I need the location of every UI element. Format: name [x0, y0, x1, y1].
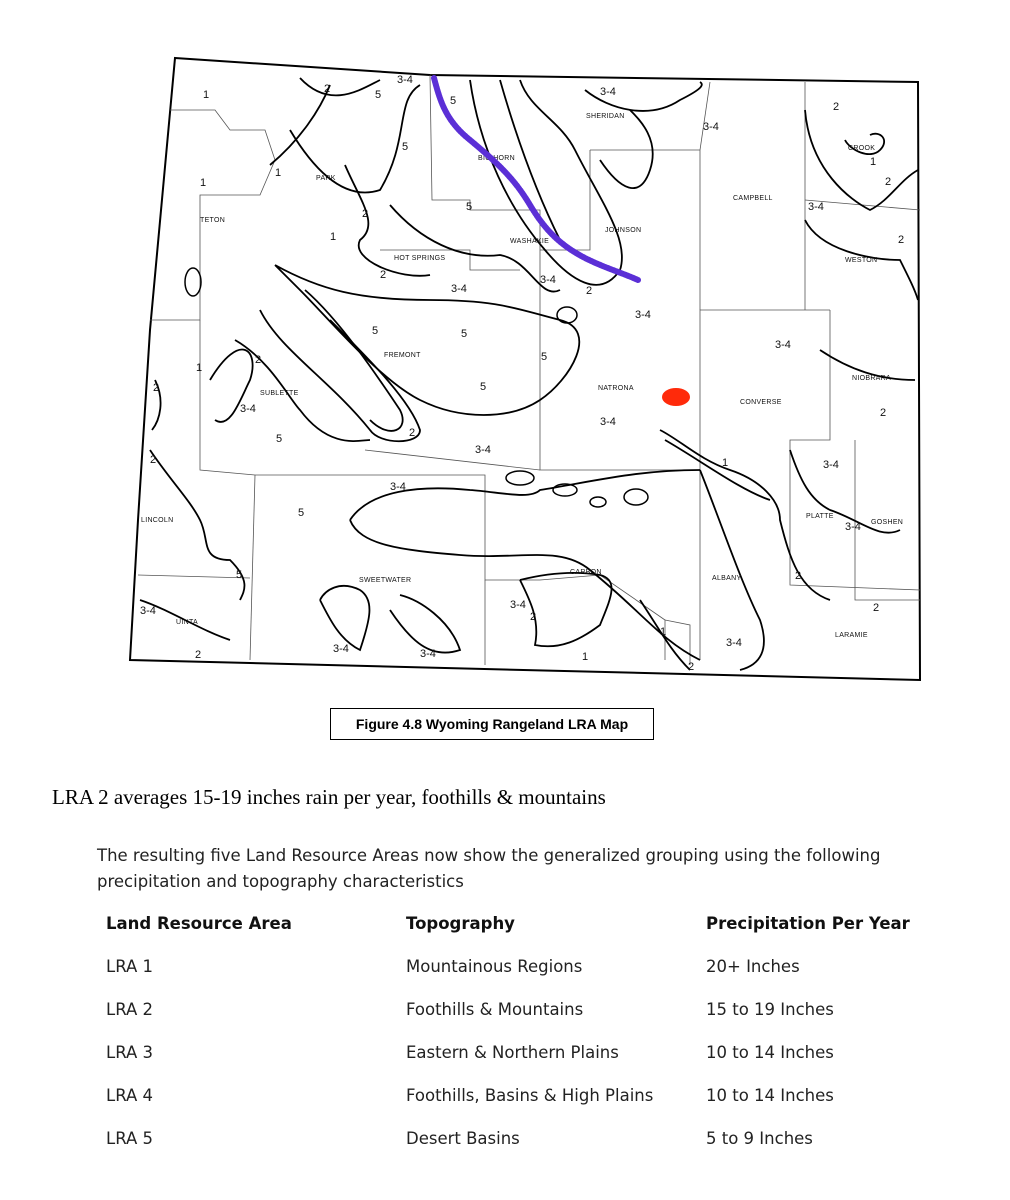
svg-text:5: 5: [298, 507, 305, 519]
svg-text:WASHAKIE: WASHAKIE: [510, 238, 550, 245]
svg-text:2: 2: [873, 602, 880, 614]
svg-text:1: 1: [203, 89, 210, 101]
svg-text:3-4: 3-4: [775, 339, 791, 351]
svg-text:PLATTE: PLATTE: [806, 513, 834, 520]
topography-cell: Mountainous Regions: [406, 957, 583, 976]
svg-text:CONVERSE: CONVERSE: [740, 399, 782, 406]
lra-cell: LRA 5: [106, 1129, 154, 1148]
svg-text:2: 2: [833, 101, 840, 113]
svg-text:3-4: 3-4: [726, 637, 742, 649]
red-location-dot: [662, 388, 690, 406]
svg-text:2: 2: [324, 83, 331, 95]
precipitation-cell: 5 to 9 Inches: [706, 1129, 813, 1148]
svg-text:UINTA: UINTA: [176, 619, 198, 626]
precipitation-cell: 20+ Inches: [706, 957, 800, 976]
svg-text:3-4: 3-4: [420, 648, 436, 660]
svg-text:1: 1: [582, 651, 589, 663]
svg-text:1: 1: [330, 231, 337, 243]
svg-text:2: 2: [153, 382, 160, 394]
svg-text:2: 2: [380, 269, 387, 281]
table-row: [106, 1123, 966, 1166]
header-lra: Land Resource Area: [106, 914, 292, 933]
topography-cell: Foothills, Basins & High Plains: [406, 1086, 654, 1105]
svg-text:3-4: 3-4: [390, 481, 406, 493]
svg-text:3-4: 3-4: [845, 521, 861, 533]
svg-text:GOSHEN: GOSHEN: [871, 519, 904, 526]
svg-text:3-4: 3-4: [540, 274, 556, 286]
svg-text:NATRONA: NATRONA: [598, 385, 634, 392]
svg-text:BIG HORN: BIG HORN: [478, 155, 516, 162]
precipitation-cell: 10 to 14 Inches: [706, 1043, 834, 1062]
svg-text:2: 2: [885, 176, 892, 188]
precipitation-cell: 15 to 19 Inches: [706, 1000, 834, 1019]
table-row: [106, 1080, 966, 1123]
topography-cell: Eastern & Northern Plains: [406, 1043, 619, 1062]
svg-text:2: 2: [409, 427, 416, 439]
svg-text:5: 5: [466, 201, 473, 213]
svg-text:3-4: 3-4: [635, 309, 651, 321]
svg-text:1: 1: [870, 156, 877, 168]
svg-text:2: 2: [880, 407, 887, 419]
svg-text:3-4: 3-4: [703, 121, 719, 133]
svg-text:SHERIDAN: SHERIDAN: [586, 113, 625, 120]
svg-text:5: 5: [375, 89, 382, 101]
svg-text:2: 2: [195, 649, 202, 661]
svg-text:3-4: 3-4: [823, 459, 839, 471]
lra-cell: LRA 4: [106, 1086, 154, 1105]
lra-cell: LRA 1: [106, 957, 154, 976]
svg-text:2: 2: [898, 234, 905, 246]
lra-cell: LRA 2: [106, 1000, 154, 1019]
svg-text:5: 5: [480, 381, 487, 393]
svg-text:5: 5: [461, 328, 468, 340]
svg-text:2: 2: [150, 454, 157, 466]
svg-text:CAMPBELL: CAMPBELL: [733, 195, 773, 202]
svg-text:3-4: 3-4: [333, 643, 349, 655]
header-precipitation: Precipitation Per Year: [706, 914, 910, 933]
svg-text:3-4: 3-4: [140, 605, 156, 617]
svg-text:5: 5: [402, 141, 409, 153]
svg-text:HOT SPRINGS: HOT SPRINGS: [394, 255, 446, 262]
svg-text:1: 1: [660, 626, 667, 638]
svg-text:3-4: 3-4: [451, 283, 467, 295]
figure-caption: Figure 4.8 Wyoming Rangeland LRA Map: [330, 708, 654, 740]
svg-text:2: 2: [688, 661, 695, 673]
svg-text:JOHNSON: JOHNSON: [605, 227, 642, 234]
svg-text:5: 5: [372, 325, 379, 337]
topography-cell: Foothills & Mountains: [406, 1000, 584, 1019]
svg-text:TETON: TETON: [200, 217, 226, 224]
svg-text:3-4: 3-4: [240, 403, 256, 415]
svg-text:PARK: PARK: [316, 175, 336, 182]
svg-text:ALBANY: ALBANY: [712, 575, 742, 582]
svg-text:5: 5: [541, 351, 548, 363]
lra-cell: LRA 3: [106, 1043, 154, 1062]
svg-text:3-4: 3-4: [510, 599, 526, 611]
table-row: [106, 951, 966, 994]
precipitation-cell: 10 to 14 Inches: [706, 1086, 834, 1105]
svg-text:3-4: 3-4: [600, 86, 616, 98]
svg-text:1: 1: [275, 167, 282, 179]
svg-text:2: 2: [362, 208, 369, 220]
table-header-row: [106, 908, 966, 951]
svg-text:5: 5: [450, 95, 457, 107]
svg-text:3-4: 3-4: [600, 416, 616, 428]
state-outline: [130, 58, 920, 680]
svg-text:LINCOLN: LINCOLN: [141, 517, 174, 524]
table-row: [106, 994, 966, 1037]
svg-text:3-4: 3-4: [397, 74, 413, 86]
svg-text:CROOK: CROOK: [848, 145, 876, 152]
svg-text:SWEETWATER: SWEETWATER: [359, 577, 412, 584]
svg-text:LARAMIE: LARAMIE: [835, 632, 868, 639]
svg-text:1: 1: [722, 457, 729, 469]
svg-text:2: 2: [586, 285, 593, 297]
svg-text:5: 5: [236, 569, 243, 581]
svg-text:2: 2: [795, 570, 802, 582]
intro-paragraph: The resulting five Land Resource Areas now show the generalized grouping using the following precipitation and topography characteristics: [97, 846, 881, 891]
table-row: [106, 1037, 966, 1080]
svg-text:FREMONT: FREMONT: [384, 352, 421, 359]
lra2-note: LRA 2 averages 15-19 inches rain per year, foothills & mountains: [52, 785, 606, 809]
header-topography: Topography: [406, 914, 515, 933]
svg-text:NIOBRARA: NIOBRARA: [852, 375, 891, 382]
svg-text:3-4: 3-4: [808, 201, 824, 213]
svg-text:CARBON: CARBON: [570, 569, 602, 576]
svg-text:1: 1: [200, 177, 207, 189]
lra-table: [106, 908, 966, 1166]
svg-text:WESTON: WESTON: [845, 257, 878, 264]
topography-cell: Desert Basins: [406, 1129, 520, 1148]
svg-text:3-4: 3-4: [475, 444, 491, 456]
svg-text:2: 2: [255, 354, 262, 366]
svg-text:2: 2: [530, 611, 537, 623]
svg-text:1: 1: [196, 362, 203, 374]
svg-text:5: 5: [276, 433, 283, 445]
svg-text:SUBLETTE: SUBLETTE: [260, 390, 299, 397]
